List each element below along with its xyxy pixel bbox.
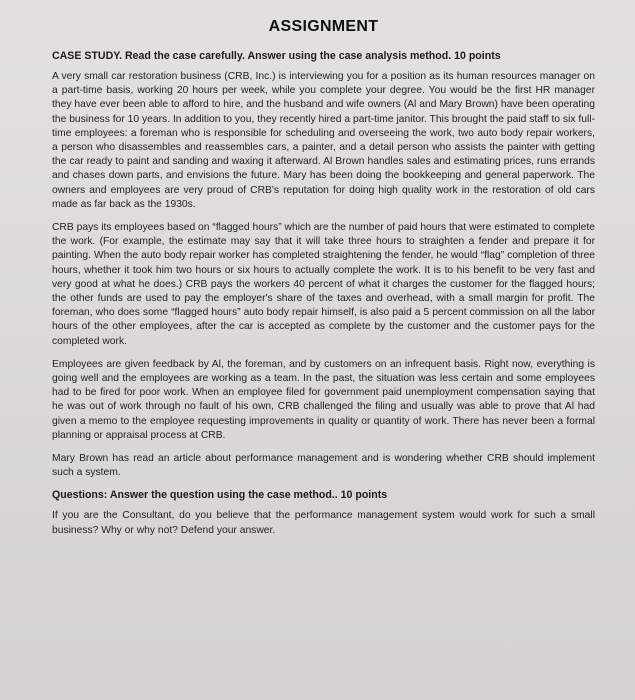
case-study-heading: CASE STUDY. Read the case carefully. Answer using the case analysis method. 10 points [52,50,501,62]
questions-heading: Questions: Answer the question using the case method.. 10 points [52,489,388,502]
paragraph-pay: CRB pays its employees based on “flagged hours” which are the number of paid hours that were estimated to complete the work. (For example, the estimate may say that it will take three hours to straighten a fender and prepare it for painting. When the auto body repair worker has completed straightening the fender, he would “flag” completion of three hours, whether it took him two hours or six hours to actually complete the work. It is to his benefit to be very fast and very good at what he does.) CRB pays the workers 40 percent of what it charges the customer for the flagged hours; the other funds are used to pay the employer's share of the taxes and overhead, with a small margin for profit. The foreman, who does some “flagged hours” auto body repair himself, is also paid a 5 percent commission on all the labor hours of the other employees, after the car is accepted as complete by the customer and the customer pays for the completed work. [52,222,595,347]
paragraph-article: Mary Brown has read an article about performance management and is wondering whether CRB should implement such a system. [52,453,595,479]
page-title: ASSIGNMENT [268,18,379,35]
question-text: If you are the Consultant, do you believe that the performance management system would work for such a small business? Why or why not? Defend your answer. [52,510,595,536]
paragraph-feedback: Employees are given feedback by Al, the foreman, and by customers on an infrequent basis. Right now, everything is going well and the employees are working as a team. In the past, the situation was less certain and some employees had to be fired for poor work. When an employee filed for government paid unemployment compensation saying that he was out of work through no fault of his own, CRB challenged the filing and usually was able to prove that Al had given a memo to the employee requesting improvements in quality or quantity of work. There has never been a formal planning or appraisal process at CRB. [52,358,595,441]
paragraph-background: A very small car restoration business (CRB, Inc.) is interviewing you for a position as its human resources manager on a part-time basis, working 20 hours per week, while you complete your degree. You would be the first HR manager they have ever been able to afford to hire, and the husband and wife owners (Al and Mary Brown) have been operating the business for 10 years. In addition to you, they recently hired a part-time janitor. This brought the paid staff to six full-time employees: a foreman who is responsible for scheduling and overseeing the work, two auto body repair workers, a person who disassembles and reassembles cars, a painter, and a detail person who assists the painter with getting the car ready to paint and sanding and waxing it afterward. Al Brown handles sales and estimating prices, runs errands and chases down parts, and envisions the future. Mary has been doing the bookkeeping and general paperwork. The owners and employees are very proud of CRB's reputation for doing high quality work in the restoration of old cars made as far back as the 1930s. [52,71,595,210]
